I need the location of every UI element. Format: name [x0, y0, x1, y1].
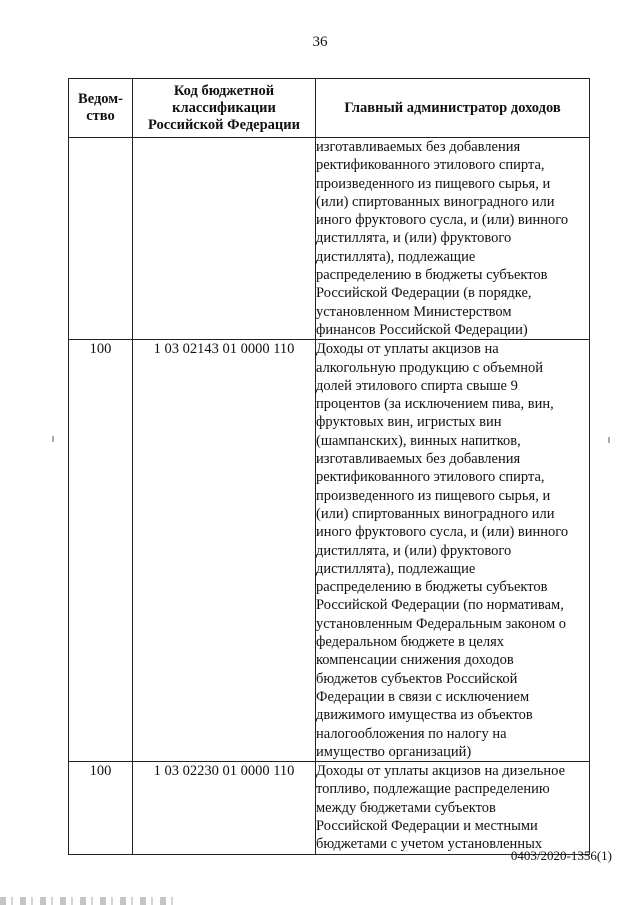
description-line: Российской Федерации (в порядке, [316, 285, 532, 302]
cell-code: 1 03 02143 01 0000 110 [133, 340, 316, 762]
page-number: 36 [312, 34, 328, 50]
description-line: дистиллята), подлежащие [316, 560, 476, 577]
cell-dept: 100 [69, 762, 133, 854]
description-line: топливо, подлежащие распределению [316, 781, 550, 798]
description-line: дистиллята, и (или) фруктового [316, 230, 512, 247]
description-line: движимого имущества из объектов [316, 707, 533, 724]
description-line: между бюджетами субъектов [316, 799, 496, 816]
document-code: 0403/2020-1356(1) [510, 848, 612, 863]
scan-mark [608, 437, 610, 443]
header-code [133, 79, 316, 138]
cell-admin-description [316, 762, 590, 854]
description-line: дистиллята, и (или) фруктового [316, 542, 512, 559]
description-line: ректификованного этилового спирта, [316, 469, 545, 486]
table-row [69, 762, 590, 854]
description-line: (или) спиртованных виноградного или [316, 505, 555, 522]
description-line: процентов (за исключением пива, вин, [316, 396, 554, 413]
description-line: Доходы от уплаты акцизов на [316, 341, 499, 358]
table-row [69, 138, 590, 340]
table-body [69, 138, 590, 855]
description-line: (или) спиртованных виноградного или [316, 193, 555, 210]
description-line: алкогольную продукцию с объемной [316, 359, 544, 376]
description-line: Российской Федерации (по нормативам, [316, 597, 564, 614]
description-line: Федерации в связи с исключением [316, 688, 530, 705]
description-line: установленным Федеральным законом о [316, 615, 567, 632]
header-code-label: Код бюджетной классификации Российской Федерации [147, 82, 300, 133]
description-line: изготавливаемых без добавления [316, 139, 521, 155]
description-line: фруктовых вин, игристых вин [316, 414, 502, 431]
description-line: бюджетами с учетом установленных [316, 836, 543, 853]
header-admin-label: Главный администратор доходов [344, 99, 561, 116]
header-dept-label: Ведом- ство [78, 91, 123, 124]
cell-dept: 100 [69, 340, 133, 762]
description-line: произведенного из пищевого сырья, и [316, 175, 551, 192]
description-line: компенсации снижения доходов [316, 652, 514, 669]
cell-dept [69, 138, 133, 340]
description-line: долей этилового спирта свыше 9 [316, 377, 518, 394]
description-line: бюджетов субъектов Российской [316, 670, 518, 687]
cell-admin-description [316, 340, 590, 762]
cell-admin-description [316, 138, 590, 340]
description-line: финансов Российской Федерации) [316, 321, 528, 338]
description-line: ректификованного этилового спирта, [316, 157, 545, 174]
description-line: изготавливаемых без добавления [316, 451, 521, 468]
header-dept [69, 79, 133, 138]
description-line: произведенного из пищевого сырья, и [316, 487, 551, 504]
description-line: налогообложения по налогу на [316, 725, 507, 742]
description-line: иного фруктового сусла, и (или) винного [316, 212, 569, 229]
header-admin [316, 79, 590, 138]
budget-classification-table [68, 78, 590, 855]
description-line: установленном Министерством [316, 303, 512, 320]
description-line: дистиллята), подлежащие [316, 248, 476, 265]
scan-mark [52, 436, 54, 442]
description-line: Российской Федерации и местными [316, 817, 538, 834]
description-line: имущество организаций) [316, 743, 472, 760]
description-line: (шампанских), винных напитков, [316, 432, 521, 449]
table-header-row [69, 79, 590, 138]
description-line: Доходы от уплаты акцизов на дизельное [316, 763, 566, 780]
description-line: распределению в бюджеты субъектов [316, 267, 548, 284]
scan-artifact [0, 897, 180, 905]
description-line: иного фруктового сусла, и (или) винного [316, 524, 569, 541]
description-line: федеральном бюджете в целях [316, 634, 504, 651]
cell-code: 1 03 02230 01 0000 110 [133, 762, 316, 854]
table-row [69, 340, 590, 762]
description-line: распределению в бюджеты субъектов [316, 579, 548, 596]
cell-code [133, 138, 316, 340]
